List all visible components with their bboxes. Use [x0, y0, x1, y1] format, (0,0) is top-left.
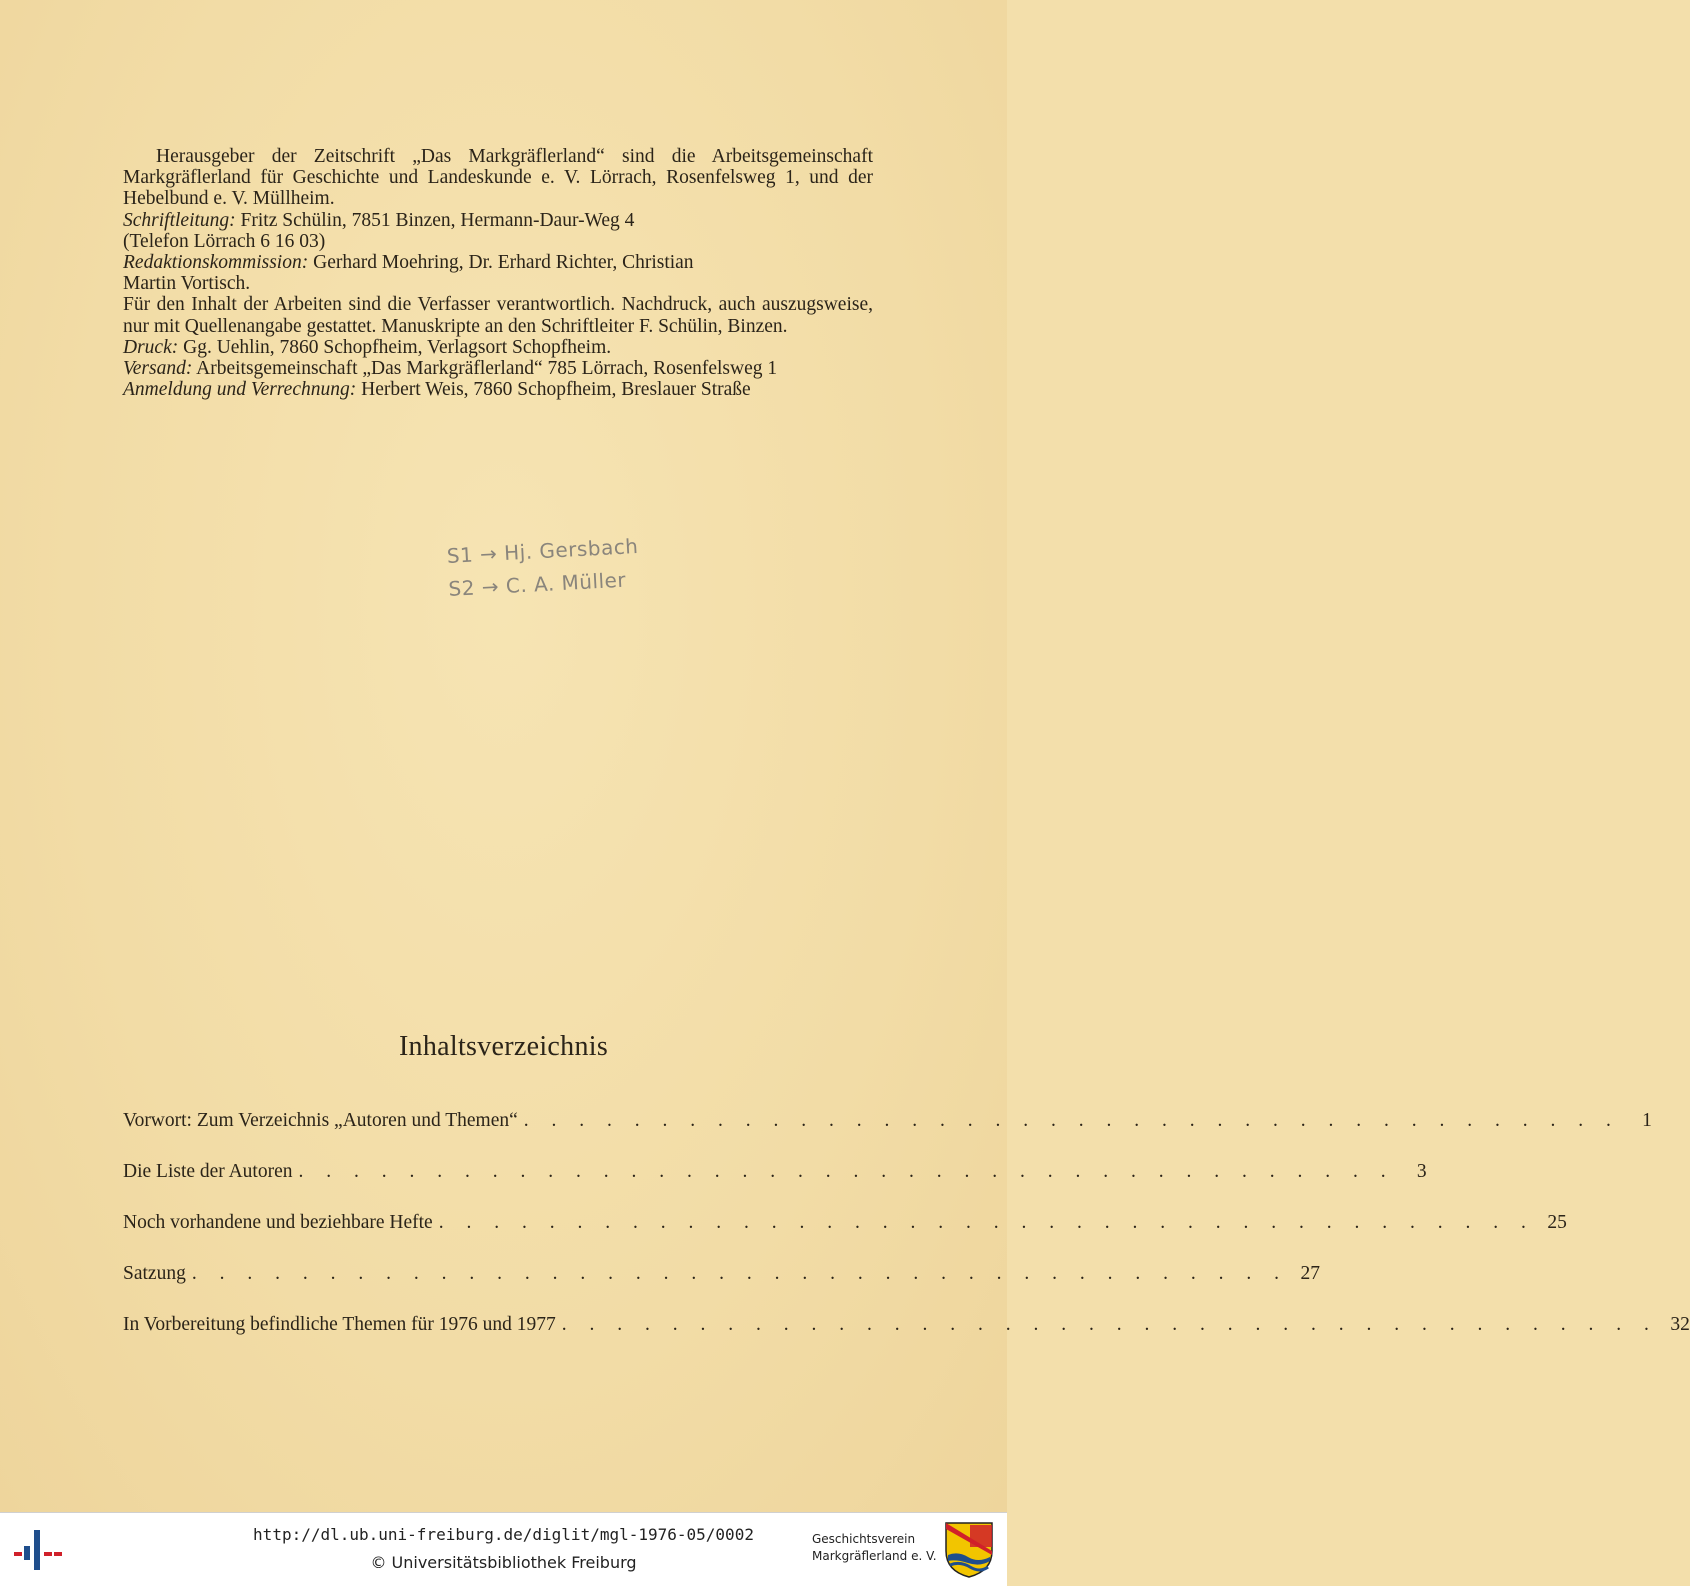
- schriftleitung-label: Schriftleitung:: [123, 209, 236, 231]
- druck-text: Gg. Uehlin, 7860 Schopfheim, Verlagsort Schopfheim.: [183, 336, 612, 358]
- anmeldung-text: Herbert Weis, 7860 Schopfheim, Breslauer Straße: [361, 379, 751, 401]
- society-name-line-1: Geschichtsverein: [812, 1532, 916, 1546]
- toc-entry-title: Vorwort: Zum Verzeichnis „Autoren und Themen“: [123, 1110, 518, 1131]
- permalink-url[interactable]: http://dl.ub.uni-freiburg.de/diglit/mgl-1976-05/0002: [253, 1525, 754, 1544]
- toc-entry-page: 27: [1300, 1263, 1320, 1284]
- toc-entry-vorwort[interactable]: [123, 1110, 1652, 1161]
- schriftleitung-text: Fritz Schülin, 7851 Binzen, Hermann-Daur-Weg 4: [240, 209, 635, 231]
- copyright-notice: © Universitätsbibliothek Freiburg: [370, 1553, 637, 1572]
- table-of-contents: [123, 1110, 1690, 1365]
- imprint-versand: [123, 358, 873, 379]
- coat-of-arms-icon: [944, 1521, 994, 1579]
- imprint-telefon: (Telefon Lörrach 6 16 03): [123, 230, 326, 252]
- handwritten-notes: [446, 530, 641, 606]
- handwritten-note-1: S1 → Hj. Gersbach: [446, 533, 639, 568]
- imprint-redaktion: [123, 252, 873, 294]
- toc-entry-page: 1: [1642, 1110, 1652, 1131]
- redaktion-text-2: Martin Vortisch.: [123, 273, 251, 295]
- redaktion-text: Gerhard Moehring, Dr. Erhard Richter, Christian: [313, 252, 694, 274]
- toc-leader-dots: . . . . . . . . . . . . . . . . . . . . . . . . . . . . . . . . . . . . . . . .: [298, 1161, 1395, 1182]
- handwritten-note-2: S2 → C. A. Müller: [447, 567, 627, 601]
- toc-entry-hefte[interactable]: [123, 1212, 1567, 1263]
- toc-entry-themen[interactable]: [123, 1314, 1690, 1365]
- toc-entry-title: Noch vorhandene und beziehbare Hefte: [123, 1212, 433, 1233]
- redaktion-label: Redaktionskommission:: [123, 252, 309, 274]
- anmeldung-label: Anmeldung und Verrechnung:: [123, 379, 357, 401]
- versand-text: Arbeitsgemeinschaft „Das Markgräflerland“ 785 Lörrach, Rosenfelsweg 1: [196, 358, 778, 380]
- toc-leader-dots: . . . . . . . . . . . . . . . . . . . . . . . . . . . . . . . . . . . . . . . .: [438, 1212, 1535, 1233]
- toc-entry-title: Die Liste der Autoren: [123, 1161, 293, 1182]
- society-name-line-2: Markgräflerland e. V.: [812, 1549, 937, 1563]
- druck-label: Druck:: [123, 336, 179, 358]
- toc-leader-dots: . . . . . . . . . . . . . . . . . . . . . . . . . . . . . . . . . . . . . . . .: [191, 1263, 1288, 1284]
- imprint-anmeldung: [123, 379, 873, 400]
- toc-entry-page: 3: [1416, 1161, 1427, 1182]
- versand-label: Versand:: [123, 358, 193, 380]
- toc-entry-page: 25: [1547, 1212, 1567, 1233]
- toc-entry-satzung[interactable]: [123, 1263, 1320, 1314]
- imprint-intro: Herausgeber der Zeitschrift „Das Markgräflerland“ sind die Arbeitsgemeinschaft Markgräflerland für Geschichte und Landeskunde e. V. Lörrach, Rosenfelsweg 1, und der Hebelbund e. V. Müllheim.: [123, 146, 873, 210]
- viewer-footer: [0, 1512, 1007, 1586]
- society-name: [812, 1531, 937, 1565]
- toc-entry-autoren[interactable]: [123, 1161, 1427, 1212]
- imprint-inhalt: Für den Inhalt der Arbeiten sind die Verfasser verantwortlich. Nachdruck, auch auszugsweise, nur mit Quellenangabe gestattet. Manuskripte an den Schriftleiter F. Schülin, Binzen.: [123, 294, 873, 337]
- imprint-block: [123, 146, 873, 400]
- toc-entry-page: 32: [1670, 1314, 1690, 1335]
- toc-title: Inhaltsverzeichnis: [398, 1031, 609, 1062]
- toc-leader-dots: . . . . . . . . . . . . . . . . . . . . . . . . . . . . . . . . . . . . . . . .: [561, 1314, 1658, 1335]
- toc-entry-title: In Vorbereitung befindliche Themen für 1976 und 1977: [123, 1314, 556, 1335]
- toc-entry-title: Satzung: [123, 1263, 186, 1284]
- imprint-druck: [123, 337, 873, 358]
- toc-leader-dots: . . . . . . . . . . . . . . . . . . . . . . . . . . . . . . . . . . . . . . . .: [523, 1110, 1620, 1131]
- imprint-schriftleitung: [123, 210, 873, 231]
